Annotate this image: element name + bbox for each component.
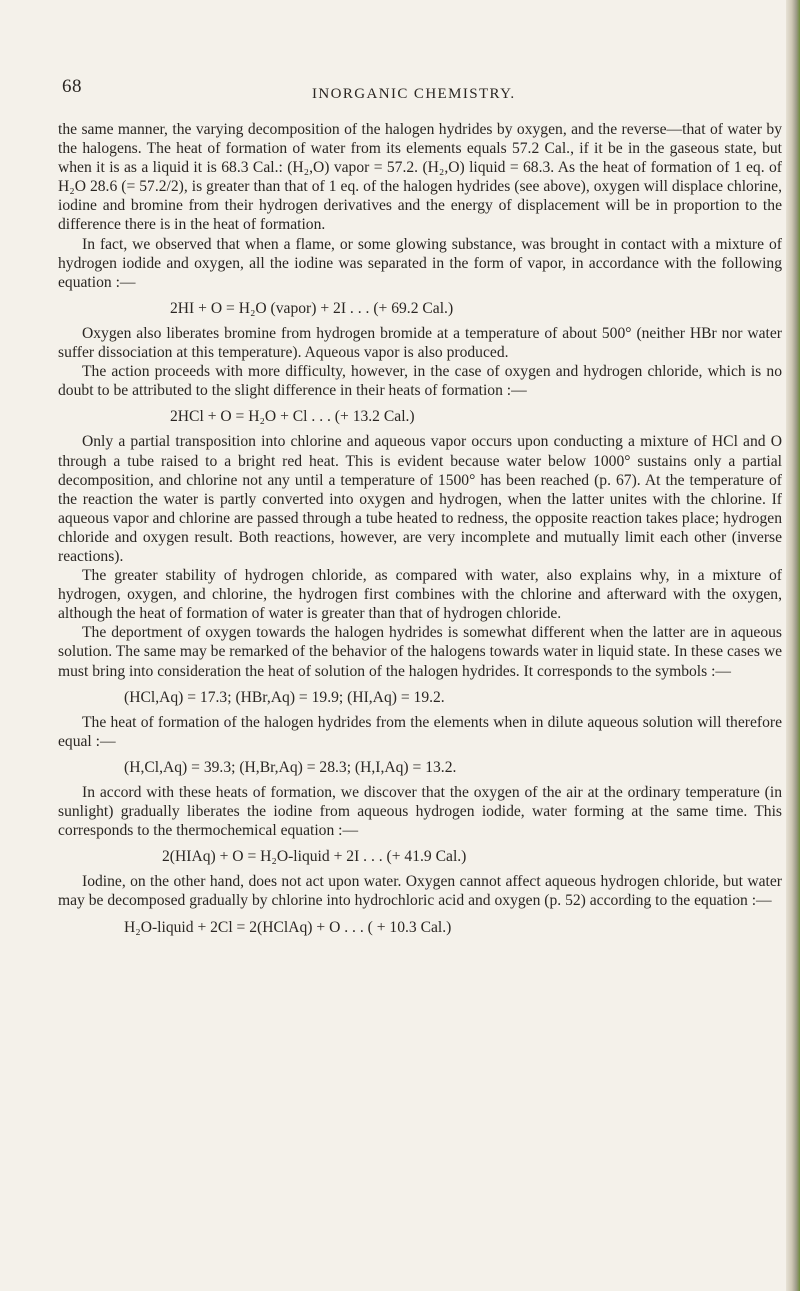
paragraph: the same manner, the varying decomposition of the halogen hydrides by oxygen, and the reverse—that of water by the halogens. The heat of formation of water from its elements equals 57.2 Cal., if it be in the gaseous state, but when it is as a liquid it is 68.3 Cal.: (H₂,O) vapor = 57.2. (H₂,O) liquid = 68.3. As the heat of formation of 1 eq. of H₂O 28.6 (= 57.2/2), is greater than that of 1 eq. of the halogen hydrides (see above), oxygen will displace chlorine, iodine and bromine from their hydrogen derivatives and the energy of displacement will be in proportion to the difference there is in the heat of formation. <box>58 121 782 234</box>
equation: (HCl,Aq) = 17.3; (HBr,Aq) = 19.9; (HI,Aq) = 19.2. <box>124 688 445 706</box>
paragraph: Iodine, on the other hand, does not act upon water. Oxygen cannot affect aqueous hydrogen chloride, but water may be decomposed gradually by chlorine into hydrochloric acid and oxygen (p. 52) according to the equation :— <box>58 873 782 910</box>
paragraph: The action proceeds with more difficulty, however, in the case of oxygen and hydrogen chloride, which is no doubt to be attributed to the slight difference in their heats of formation :— <box>58 363 782 400</box>
page-number: 68 <box>62 76 82 97</box>
equation: 2(HIAq) + O = H₂O-liquid + 2I . . . (+ 41.9 Cal.) <box>162 848 467 866</box>
paragraph: The heat of formation of the halogen hydrides from the elements when in dilute aqueous solution will therefore equal :— <box>58 713 782 750</box>
equation: 2HI + O = H₂O (vapor) + 2I . . . (+ 69.2 Cal.) <box>170 299 454 317</box>
paragraph: The greater stability of hydrogen chloride, as compared with water, also explains why, in a mixture of hydrogen, oxygen, and chlorine, the hydrogen first combines with the chlorine and afterward with the oxygen, although the heat of formation of water is greater than that of hydrogen chloride. <box>58 567 782 623</box>
equation: (H,Cl,Aq) = 39.3; (H,Br,Aq) = 28.3; (H,I,Aq) = 13.2. <box>124 758 457 776</box>
paragraph: Oxygen also liberates bromine from hydrogen bromide at a temperature of about 500° (neither HBr nor water suffer dissociation at this temperature). Aqueous vapor is also produced. <box>58 324 782 362</box>
running-title: INORGANIC CHEMISTRY. <box>312 86 516 102</box>
paragraph: Only a partial transposition into chlorine and aqueous vapor occurs upon conducting a mixture of HCl and O through a tube raised to a bright red heat. This is evident because water below 1000° sustains only a partial decomposition, and chlorine not any until a temperature of 1500° has been reached (p. 67). At the temperature of the reaction the water is partly converted into oxygen and hydrogen, when the latter unites with the chlorine. If aqueous vapor and chlorine are passed through a tube heated to redness, the opposite reaction takes place; hydrogen chloride and oxygen result. Both reactions, however, are very incomplete and mutually limit each other (inverse reactions). <box>58 433 782 565</box>
page-edge <box>786 0 800 1291</box>
paragraph: In accord with these heats of formation, we discover that the oxygen of the air at the ordinary temperature (in sunlight) gradually liberates the iodine from aqueous hydrogen iodide, water forming at the same time. This corresponds to the thermochemical equation :— <box>58 784 782 840</box>
equation: H₂O-liquid + 2Cl = 2(HClAq) + O . . . ( + 10.3 Cal.) <box>124 918 452 936</box>
paragraph: The deportment of oxygen towards the halogen hydrides is somewhat different when the latter are in aqueous solution. The same may be remarked of the behavior of the halogens towards water in liquid state. In these cases we must bring into consideration the heat of solution of the halogen hydrides. It corresponds to the symbols :— <box>58 624 782 680</box>
paragraph: In fact, we observed that when a flame, or some glowing substance, was brought in contact with a mixture of hydrogen iodide and oxygen, all the iodine was separated in the form of vapor, in accordance with the following equation :— <box>58 235 782 291</box>
page-body <box>58 120 782 943</box>
equation: 2HCl + O = H₂O + Cl . . . (+ 13.2 Cal.) <box>170 408 415 426</box>
page-header <box>0 76 800 106</box>
